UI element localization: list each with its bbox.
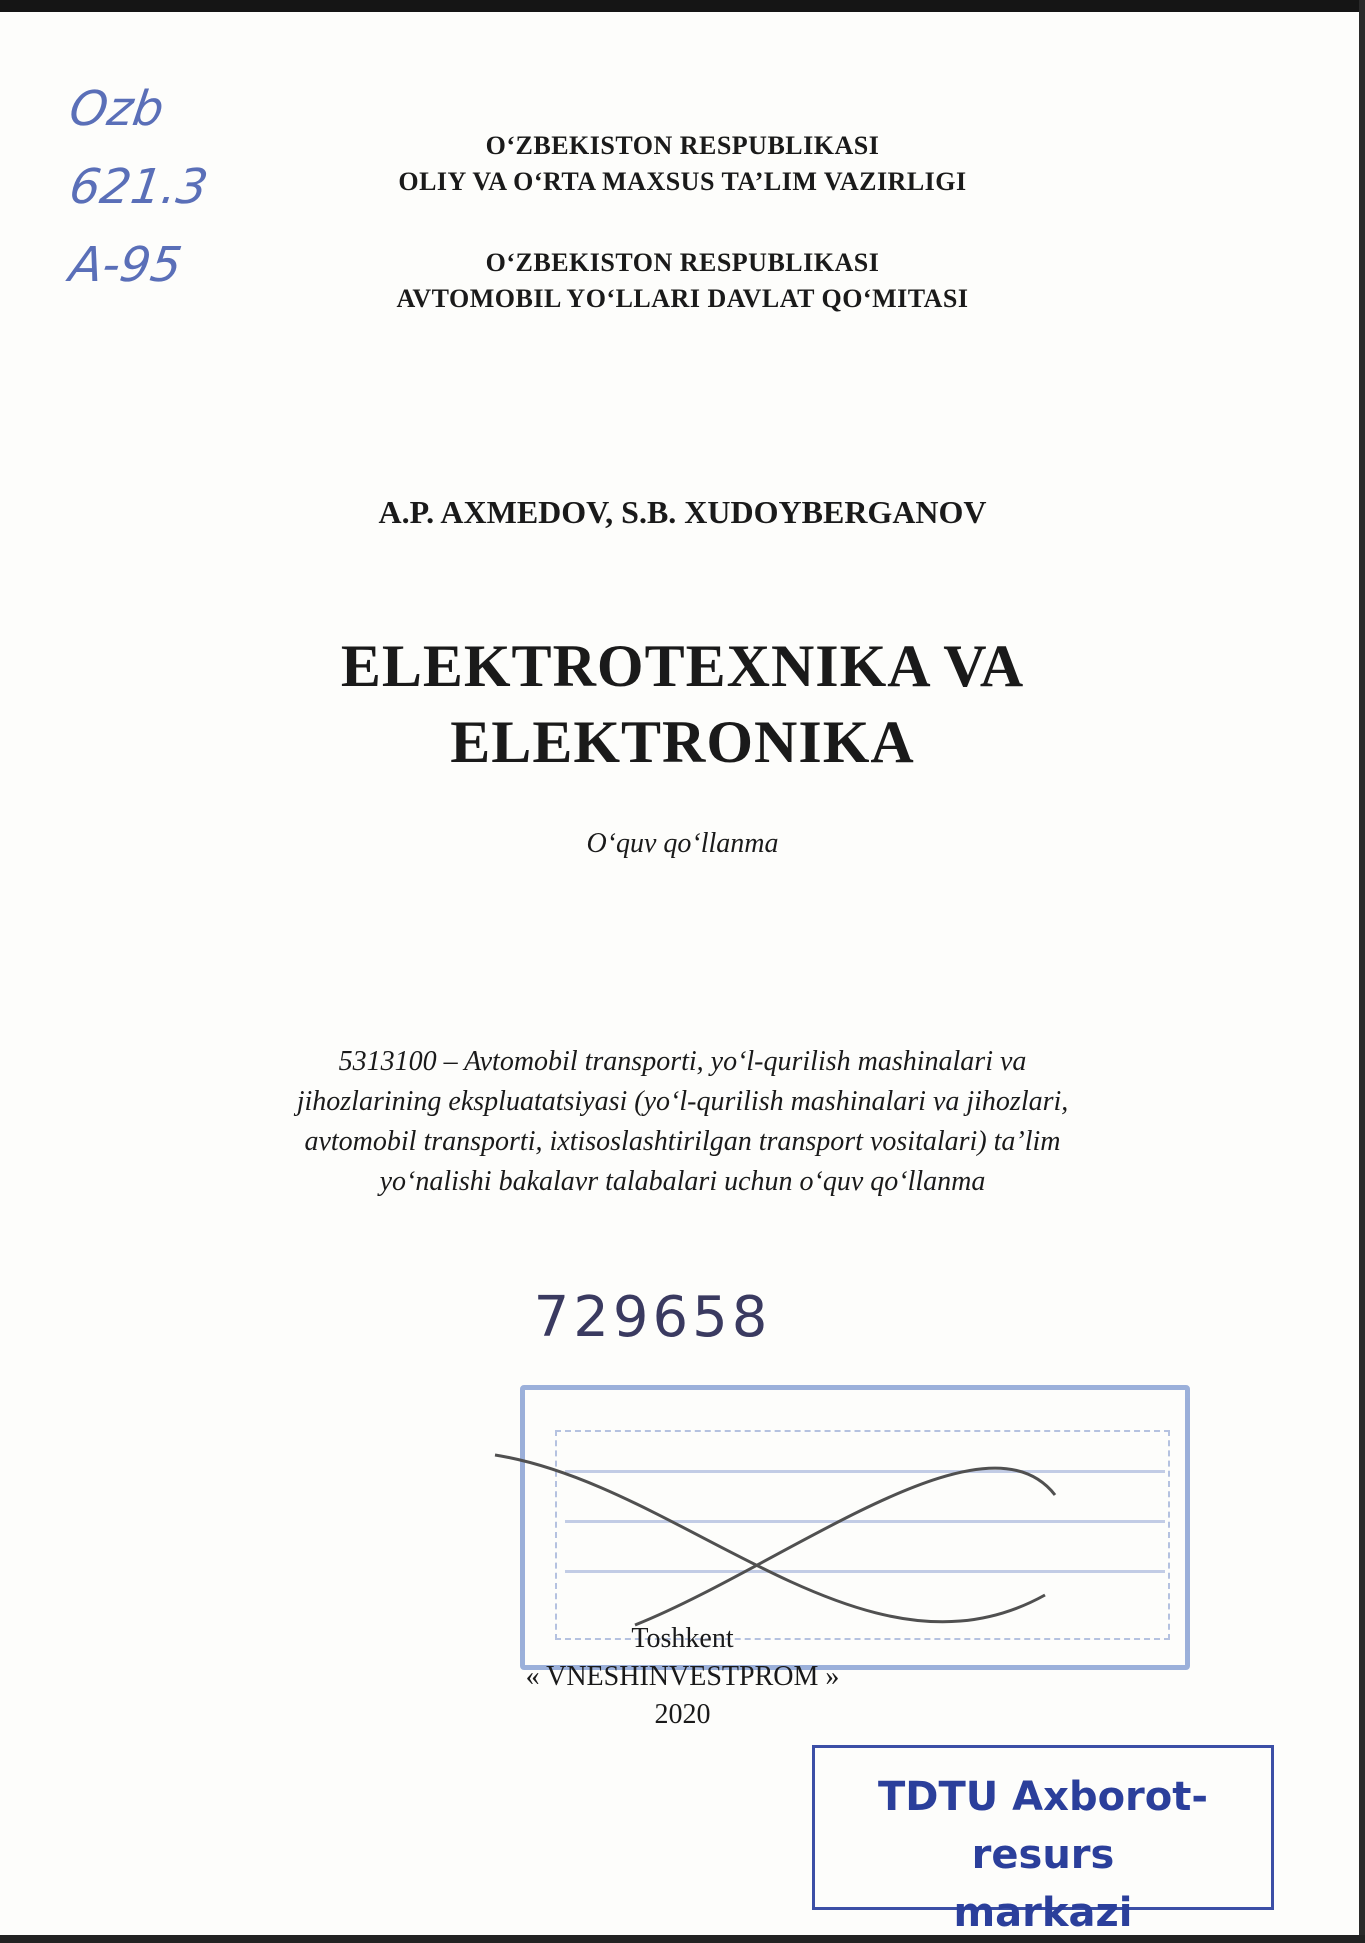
stamp-text-line: markazi: [953, 1890, 1133, 1936]
ministry-block-1: [0, 128, 1365, 200]
description-line: jihozlarining ekspluatatsiyasi (yo‘l-qurilish mashinalari va jihozlari,: [296, 1086, 1069, 1117]
title-line: ELEKTROTEXNIKA VA: [340, 633, 1025, 699]
inventory-number: 729658: [533, 1285, 772, 1350]
catalog-line: Ozb: [66, 81, 168, 137]
ministry-line: O‘ZBEKISTON RESPUBLIKASI: [485, 131, 880, 160]
description-line: yo‘nalishi bakalavr talabalari uchun o‘quv qo‘llanma: [379, 1166, 986, 1197]
publisher-city: Toshkent: [631, 1623, 734, 1654]
book-title: [0, 628, 1365, 780]
stamp-text-line: TDTU Axborot-resurs: [878, 1774, 1208, 1878]
publisher-name: « VNESHINVESTPROM »: [525, 1661, 840, 1692]
tdtu-library-stamp: [812, 1745, 1274, 1936]
authors: A.P. AXMEDOV, S.B. XUDOYBERGANOV: [378, 494, 987, 530]
publisher-block: [0, 1620, 1365, 1734]
description-line: 5313100 – Avtomobil transporti, yo‘l-qurilish mashinalari va: [338, 1046, 1027, 1077]
description-line: avtomobil transporti, ixtisoslashtirilgan transport vositalari) ta’lim: [304, 1126, 1061, 1157]
ministry-line: O‘ZBEKISTON RESPUBLIKASI: [485, 248, 880, 277]
ministry-line: OLIY VA O‘RTA MAXSUS TA’LIM VAZIRLIGI: [398, 167, 967, 196]
ministry-line: AVTOMOBIL YO‘LLARI DAVLAT QO‘MITASI: [396, 284, 969, 313]
ministry-block-2: [0, 245, 1365, 317]
scan-top-edge: [0, 0, 1365, 12]
description: [0, 1042, 1365, 1202]
publication-year: 2020: [654, 1699, 711, 1730]
title-line: ELEKTRONIKA: [450, 709, 915, 775]
catalog-line: 621.3: [66, 159, 212, 215]
book-subtitle: O‘quv qo‘llanma: [586, 828, 779, 859]
catalog-line: A-95: [66, 237, 186, 293]
